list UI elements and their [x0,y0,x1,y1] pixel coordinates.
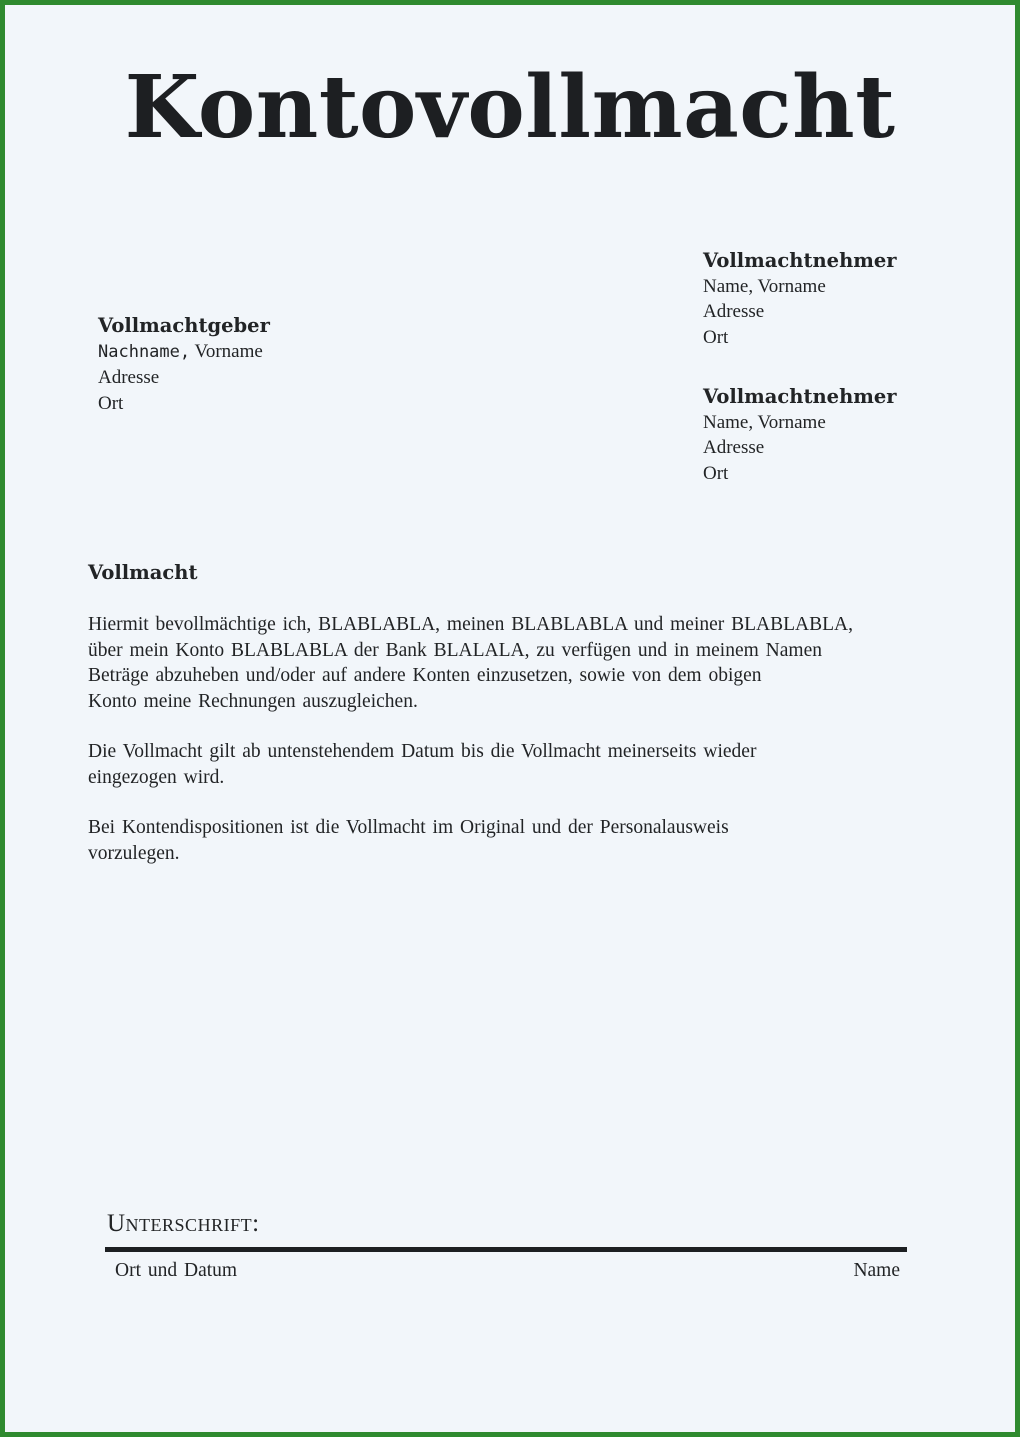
paragraph-line: Bei Kontendispositionen ist die Vollmacht im Original und der Personalausweis [88,817,729,838]
vollmachtgeber-lastname: Nachname, [98,341,191,362]
vollmachtgeber-city: Ort [98,392,124,414]
vollmachtgeber-heading: Vollmachtgeber [98,314,270,337]
signature-label: Unterschrift: [107,1210,260,1237]
vollmachtgeber-block [98,313,270,416]
vollmachtnehmer-city: Ort [703,462,729,484]
paragraph-validity [88,739,918,790]
vollmachtnehmer-name: Name, Vorname [703,411,826,433]
vollmachtnehmer-block-1 [703,248,897,350]
paragraph-line: Konto meine Rechnungen auszugleichen. [88,690,418,712]
document-title: Kontovollmacht [124,57,896,158]
vollmachtgeber-firstname: Vorname [194,340,263,362]
vollmachtgeber-address: Adresse [98,367,160,388]
vollmachtnehmer-block-2 [703,384,897,486]
vollmachtnehmer-heading: Vollmachtnehmer [703,385,897,408]
paragraph-line: Die Vollmacht gilt ab untenstehendem Datum bis die Vollmacht meinerseits wieder [88,741,757,762]
vollmachtnehmer-address: Adresse [703,301,765,322]
vollmachtnehmer-city: Ort [703,326,729,348]
signature-caption-name: Name [853,1260,900,1281]
signature-caption-place-date: Ort und Datum [115,1260,238,1281]
paragraph-line: vorzulegen. [88,842,180,864]
signature-line [105,1247,907,1252]
vollmachtnehmer-heading: Vollmachtnehmer [703,249,897,272]
paragraph-line: eingezogen wird. [88,766,225,788]
paragraph-line: über mein Konto BLABLABLA der Bank BLALALA, zu verfügen und in meinem Namen [88,639,822,661]
paragraph-line: Beträge abzuheben und/oder auf andere Konten einzusetzen, sowie von dem obigen [88,665,762,686]
section-heading-vollmacht: Vollmacht [88,561,198,584]
vollmachtnehmer-address: Adresse [703,437,765,458]
paragraph-authorization [88,612,918,714]
document-page [5,5,1015,1432]
paragraph-disposition [88,815,918,866]
vollmachtnehmer-name: Name, Vorname [703,275,826,297]
paragraph-line: Hiermit bevollmächtige ich, BLABLABLA, meinen BLABLABLA und meiner BLABLABLA, [88,614,854,635]
vollmachtgeber-name [98,339,270,366]
